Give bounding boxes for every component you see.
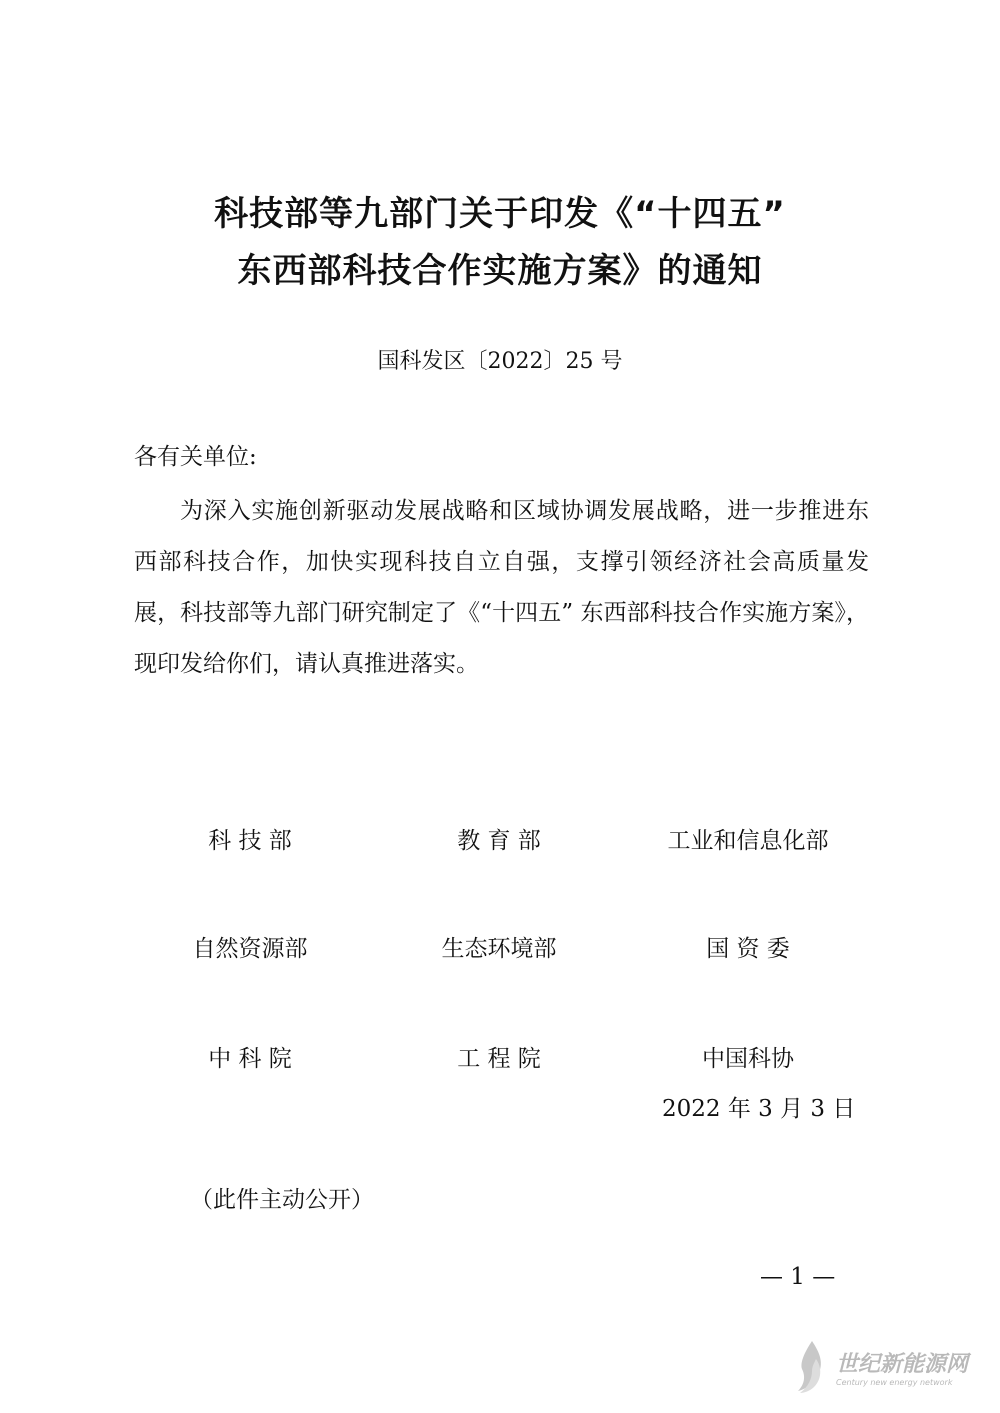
salutation: 各有关单位:	[134, 444, 257, 470]
watermark-name-cn: 世纪新能源网	[836, 1352, 969, 1377]
signatory-mee: 生态环境部	[441, 936, 557, 962]
signatory-mnr: 自然资源部	[192, 936, 308, 962]
page-number: — 1 —	[760, 1264, 836, 1290]
signatory-cast: 中国科协	[702, 1046, 794, 1072]
disclosure-note: （此件主动公开）	[190, 1187, 374, 1213]
signatory-moe: 教 育 部	[457, 828, 541, 854]
signatory-sasac: 国 资 委	[706, 936, 790, 962]
document-title-line-2: 东西部科技合作实施方案》的通知	[237, 251, 763, 291]
document-title-line-1: 科技部等九部门关于印发《“十四五”	[214, 194, 786, 234]
watermark	[790, 1327, 990, 1407]
document-number: 国科发区〔2022〕25 号	[377, 349, 623, 374]
signatory-most: 科 技 部	[208, 828, 292, 854]
body-paragraph: 为深入实施创新驱动发展战略和区域协调发展战略，进一步推进东西部科技合作，加快实现科技自立自强，支撑引领经济社会高质量发展，科技部等九部门研究制定了《“十四五” 东西部科技合作实施方案》，现印发给你们，请认真推进落实。	[134, 498, 869, 677]
flame-logo-icon	[790, 1337, 830, 1397]
signatory-miit: 工业和信息化部	[667, 828, 829, 854]
watermark-name-en: Century new energy network	[836, 1378, 953, 1387]
signatory-cae: 工 程 院	[457, 1046, 541, 1072]
signatory-cas: 中 科 院	[208, 1046, 292, 1072]
issue-date: 2022 年 3 月 3 日	[662, 1096, 856, 1122]
